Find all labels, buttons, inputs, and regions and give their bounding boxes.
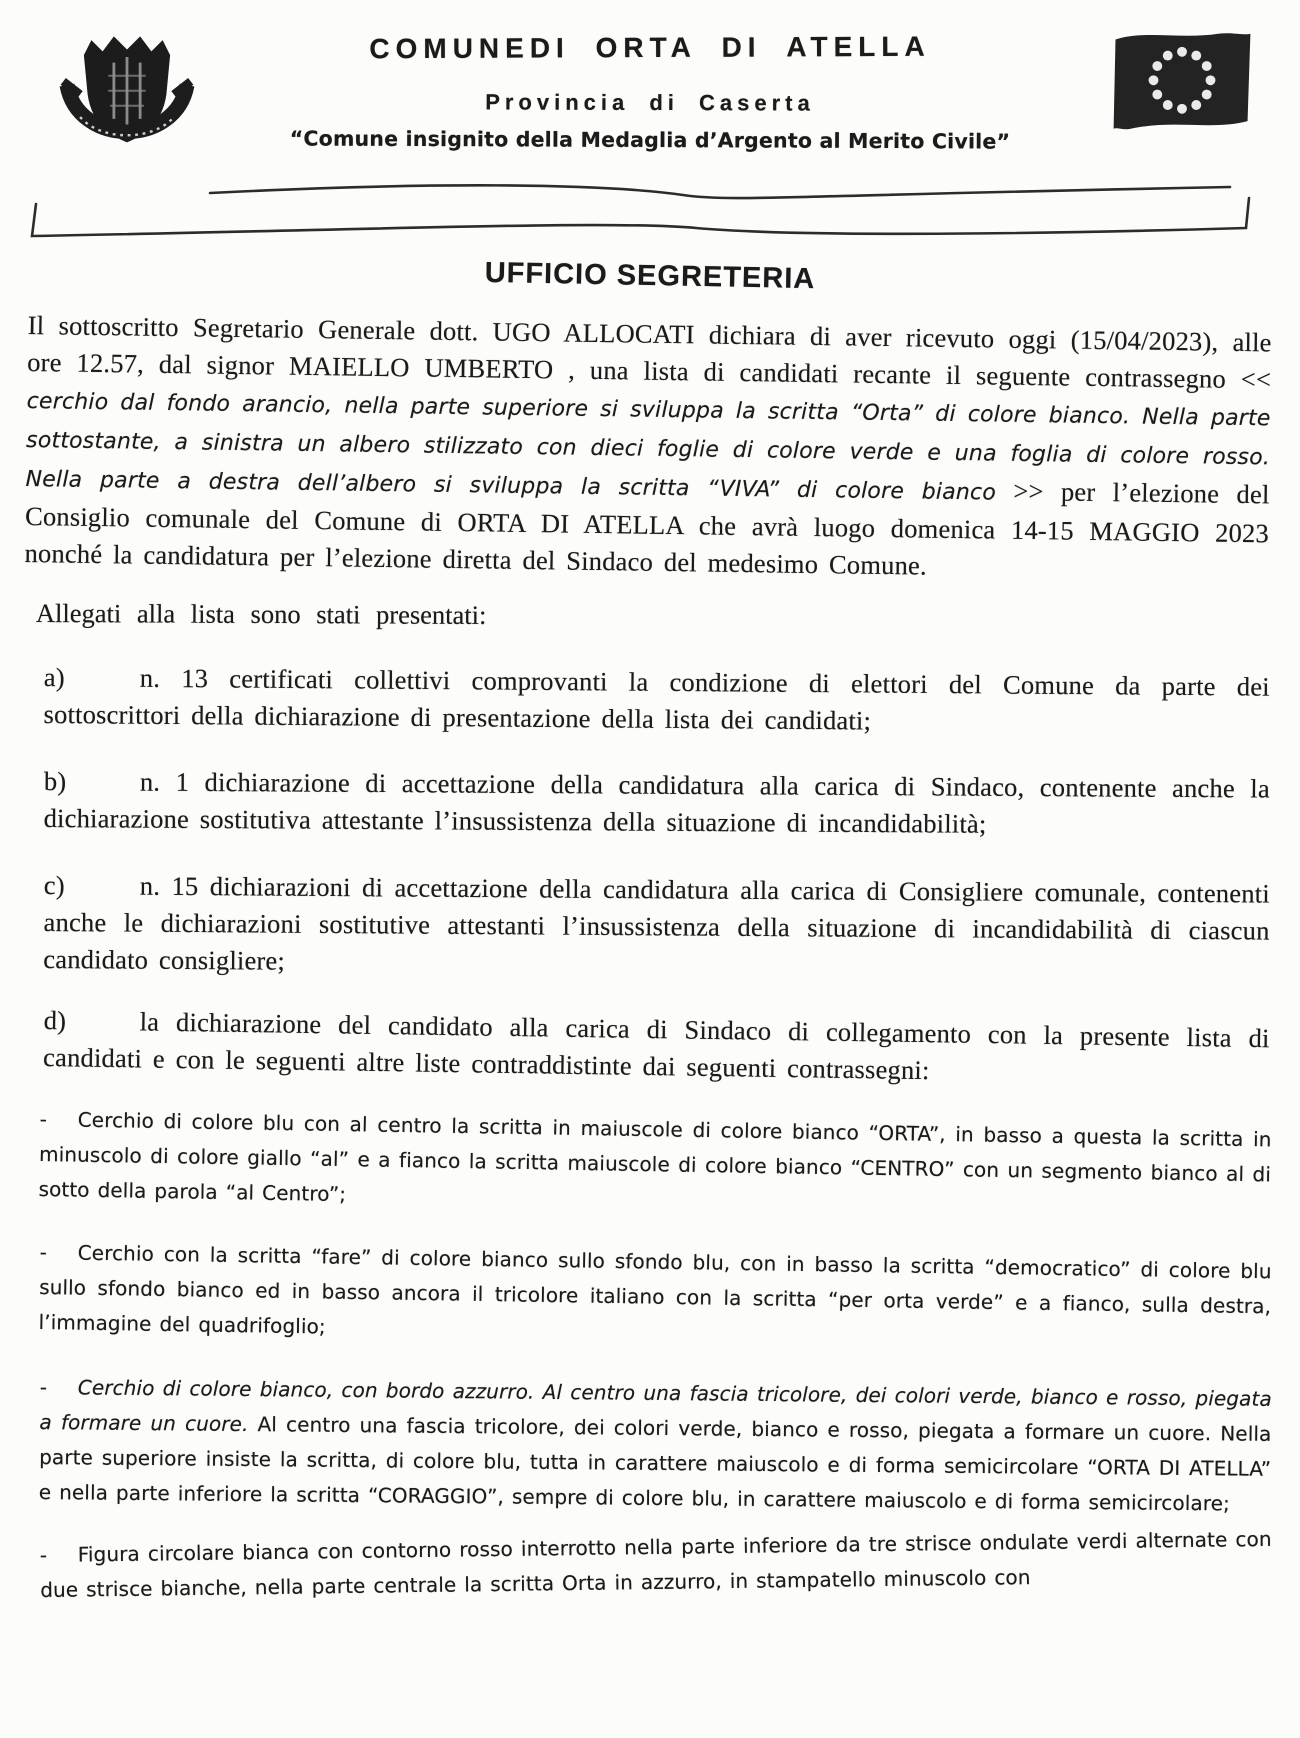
emblem-bullet-4 [40,1522,1273,1608]
bullet-text-3-italic: Cerchio di colore bianco, con bordo azzurro. Al centro una fascia tricolore, dei colori verde, bianco e rosso, piegata a formare un cuore. [39,1375,1272,1437]
lettered-item-b [44,763,1270,844]
bullet-dash-3: - [39,1374,48,1400]
header-subtitle: Provincia di Caserta [485,89,815,116]
item-letter-b: b) [43,765,67,797]
bullet-dash-4: - [39,1542,48,1568]
bullet-dash-1: - [39,1106,48,1132]
lettered-item-c [43,867,1270,987]
item-letter-a: a) [43,661,65,693]
header-title: COMUNEDI ORTA DI ATELLA [369,30,931,65]
divider-and-stamp-box [28,178,1272,240]
item-text-a: n. 13 certificati collettivi comprovanti la condizione di elettori del Comune da parte dei sottoscrittori della dichiarazione di presentazione della lista dei candidati; [43,662,1270,736]
bullet-dash-2: - [39,1239,48,1265]
intro-text-lead: Il sottoscritto Segretario Generale dott. UGO ALLOCATI dichiara di aver ricevuto oggi (15/04/2023), alle ore 12.57, dal signor MAIELLO UMBERTO , una lista di candidati recante il seguente contrassegno << [27,309,1272,395]
attachments-heading: Allegati alla lista sono stati presentati: [35,598,487,630]
header-motto: “Comune insignito della Medaglia d’Argento al Merito Civile” [289,126,1011,154]
section-title: UFFICIO SEGRETERIA [484,256,816,296]
emblem-bullet-1 [38,1102,1272,1227]
item-letter-c: c) [43,869,65,901]
emblem-bullet-2 [38,1235,1271,1359]
bullet-text-4: Figura circolare bianca con contorno rosso interrotto nella parte inferiore da tre strisce ondulate verdi alternate con due strisce bianche, nella parte centrale la scritta Orta in azzurro, in stampatello minuscolo con [40,1526,1272,1602]
item-text-c: n. 15 dichiarazioni di accettazione della candidatura alla carica di Consigliere comunale, contenenti anche le dichiarazioni sostitutive attestanti l’insussistenza della situazione di incandidabilità di ciascun candidato consigliere; [43,870,1270,976]
item-text-d: la dichiarazione del candidato alla carica di Sindaco di collegamento con la presente lista di candidati e con le seguenti altre liste contraddistinte dai seguenti contrassegni: [42,1006,1270,1086]
intro-text-tail: >> per l’elezione del Consiglio comunale del Comune di ORTA DI ATELLA che avrà luogo domenica 14-15 MAGGIO 2023 nonché la candidatura per l’elezione diretta del Sindaco del medesimo Comune. [24,475,1270,581]
lettered-item-d [43,1002,1270,1094]
bullet-text-3: Al centro una fascia tricolore, dei colori verde, bianco e rosso, piegata a formare un cuore. Nella parte superiore insiste la scritta, di colore blu, tutta in carattere maiuscolo e di forma semicircolare “ORTA DI ATELLA” e nella parte inferiore la scritta “CORAGGIO”, sempre di colore blu, in carattere maiuscolo e di forma semicircolare; [38,1412,1272,1516]
bullet-text-2: Cerchio con la scritta “fare” di colore bianco sullo sfondo blu, con in basso la scritta “democratico” di colore blu sullo sfondo bianco ed in basso ancora il tricolore italiano con la scritta “per orta verde” e a fianco, sulla destra, l’immagine del quadrifoglio; [38,1240,1272,1339]
emblem-bullet-3 [39,1370,1272,1522]
item-text-b: n. 1 dichiarazione di accettazione della candidatura alla carica di Sindaco, contenente anche la dichiarazione sostitutiva attestante l’insussistenza della situazione di incandidabilità; [43,766,1270,839]
intro-paragraph [24,307,1272,589]
item-letter-d: d) [43,1004,67,1036]
lettered-item-a [43,659,1270,743]
bullet-text-1: Cerchio di colore blu con al centro la scritta in maiuscole di colore bianco “ORTA”, in basso a questa la scritta in minuscolo di colore giallo “al” e a fianco la scritta maiuscole di colore bianco “CENTRO” con un segmento bianco al di sotto della parola “al Centro”; [38,1107,1272,1207]
intro-emblem-description: cerchio dal fondo arancio, nella parte superiore si sviluppa la scritta “Orta” di colore bianco. Nella parte sottostante, a sinistra un albero stilizzato con dieci foglie di colore verde e una foglia di colore rosso. Nella parte a destra dell’albero si sviluppa la scritta “VIVA” di colore bianco [25,388,1271,506]
